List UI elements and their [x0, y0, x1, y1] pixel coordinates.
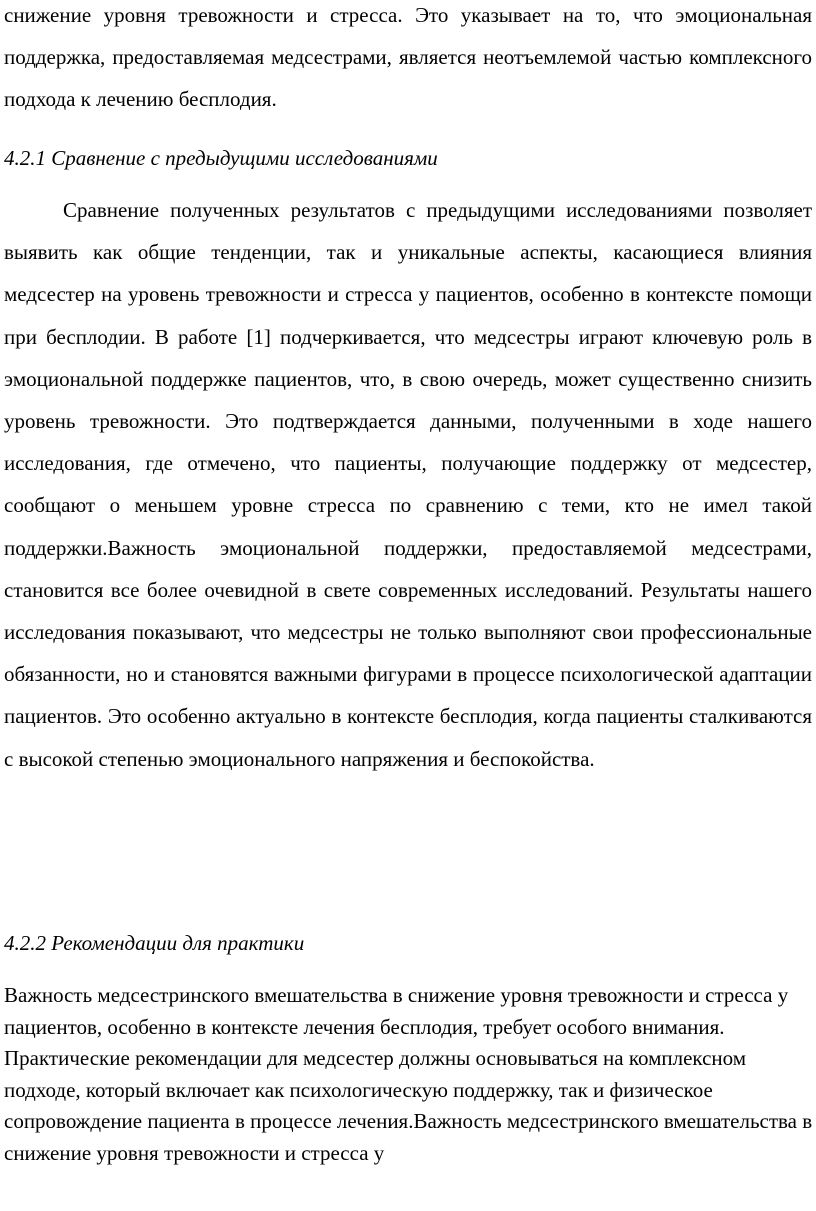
paragraph-top: снижение уровня тревожности и стресса. Это указывает на то, что эмоциональная поддержка, предоставляемая медсестрами, является неотъемлемой частью комплексного подхода к лечению бесплодия. [4, 3, 812, 112]
section-heading-4-2-1: 4.2.1 Сравнение с предыдущими исследованиями [4, 146, 438, 170]
paragraph-recommendations: Важность медсестринского вмешательства в снижение уровня тревожности и стресса у пациентов, особенно в контексте лечения бесплодия, требует особого внимания. Практические рекомендации для медсестер должны основываться на комплексном подходе, который включает как психологическую поддержку, так и физическое сопровождение пациента в процессе лечения.Важность медсестринского вмешательства в снижение уровня тревожности и стресса у [4, 983, 813, 1165]
section-heading-4-2-2: 4.2.2 Рекомендации для практики [4, 931, 305, 955]
paragraph-comparison: Сравнение полученных результатов с предыдущими исследованиями позволяет выявить как общие тенденции, так и уникальные аспекты, касающиеся влияния медсестер на уровень тревожности и стресса у пациентов, особенно в контексте помощи при бесплодии. В работе [1] подчеркивается, что медсестры играют ключевую роль в эмоциональной поддержке пациентов, что, в свою очередь, может существенно снизить уровень тревожности. Это подтверждается данными, полученными в ходе нашего исследования, где отмечено, что пациенты, получающие поддержку от медсестер, сообщают о меньшем уровне стресса по сравнению с теми, кто не имел такой поддержки.Важность эмоциональной поддержки, предоставляемой медсестрами, становится все более очевидной в свете современных исследований. Результаты нашего исследования показывают, что медсестры не только выполняют свои профессиональные обязанности, но и становятся важными фигурами в процессе психологической адаптации пациентов. Это особенно актуально в контексте бесплодия, когда пациенты сталкиваются с высокой степенью эмоционального напряжения и беспокойства. [4, 198, 812, 771]
